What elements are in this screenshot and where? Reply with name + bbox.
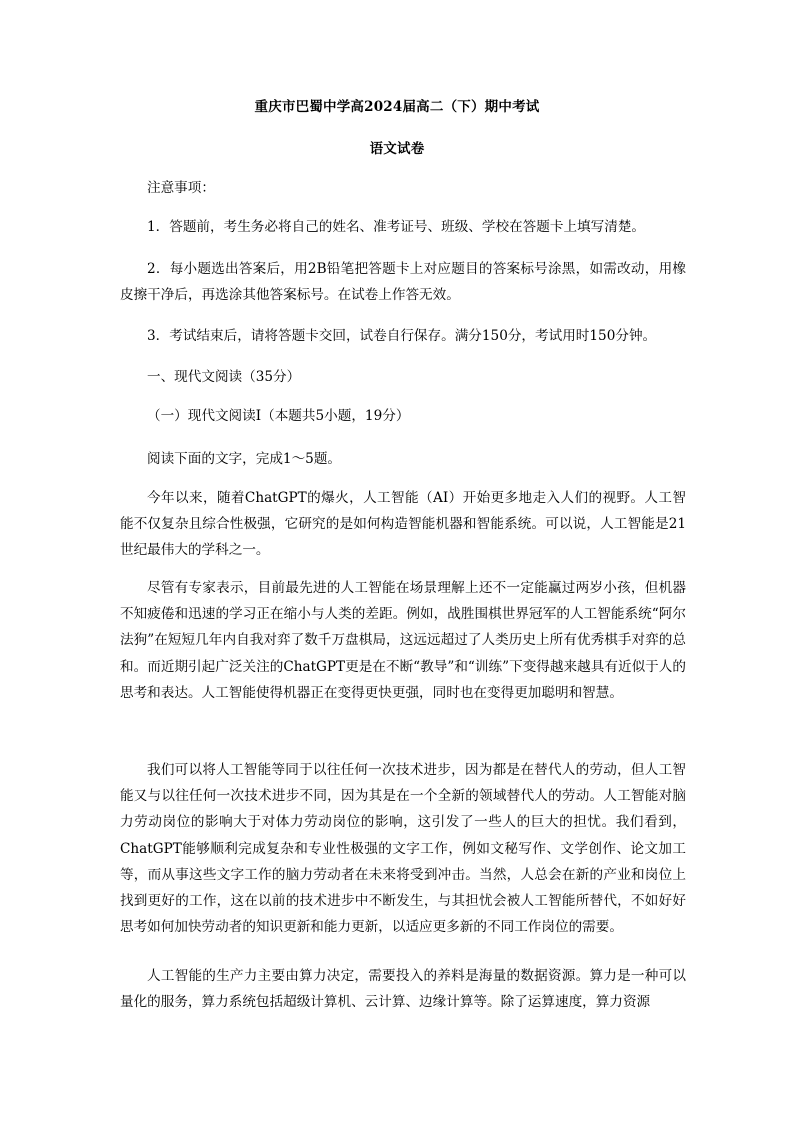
passage-paragraph-4: 人工智能的生产力主要由算力决定，需要投入的养料是海量的数据资源。算力是一种可以量化的服务，算力系统包括超级计算机、云计算、边缘计算等。除了运算速度，算力资源	[120, 968, 686, 1011]
passage-paragraph-1: 今年以来，随着ChatGPT的爆火，人工智能（AI）开始更多地走入人们的视野。人工智能不仅复杂且综合性极强，它研究的是如何构造智能机器和智能系统。可以说，人工智能是21世纪最伟大的学科之一。	[120, 490, 686, 559]
section-subheading: （一）现代文阅读I（本题共5小题，19分）	[147, 408, 410, 424]
notice-item-3: 3．考试结束后，请将答题卡交回，试卷自行保存。满分150分，考试用时150分钟。	[147, 328, 657, 344]
passage-paragraph-3: 我们可以将人工智能等同于以往任何一次技术进步，因为都是在替代人的劳动，但人工智能又与以往任何一次技术进步不同，因为其是在一个全新的领域替代人的劳动。人工智能对脑力劳动岗位的影响大于对体力劳动岗位的影响，这引发了一些人的巨大的担忧。我们看到，ChatGPT能够顺利完成复杂和专业性极强的文字工作，例如文秘写作、文学创作、论文加工等，而从事这些文字工作的脑力劳动者在未来将受到冲击。当然，人总会在新的产业和岗位上找到更好的工作，这在以前的技术进步中不断发生，与其担忧会被人工智能所替代，不如好好思考如何加快劳动者的知识更新和能力更新，以适应更多新的不同工作岗位的需要。	[120, 762, 686, 936]
notice-item-1: 1．答题前，考生务必将自己的姓名、准考证号、班级、学校在答题卡上填写清楚。	[147, 219, 646, 235]
reading-instruction: 阅读下面的文字，完成1～5题。	[147, 451, 342, 467]
exam-subtitle: 语文试卷	[369, 141, 425, 157]
notice-item-2: 2．每小题选出答案后，用2B铅笔把答题卡上对应题目的答案标号涂黑，如需改动，用橡皮擦干净后，再选涂其他答案标号。在试卷上作答无效。	[120, 261, 686, 304]
notice-heading: 注意事项：	[147, 180, 215, 196]
passage-paragraph-2: 尽管有专家表示，目前最先进的人工智能在场景理解上还不一定能赢过两岁小孩，但机器不知疲倦和迅速的学习正在缩小与人类的差距。例如，战胜围棋世界冠军的人工智能系统“阿尔法狗”在短短几年内自我对弈了数千万盘棋局，这远远超过了人类历史上所有优秀棋手对弈的总和。而近期引起广泛关注的ChatGPT更是在不断“教导”和“训练”下变得越来越具有近似于人的思考和表达。人工智能使得机器正在变得更快更强，同时也在变得更加聪明和智慧。	[120, 580, 686, 701]
exam-title: 重庆市巴蜀中学高2024届高二（下）期中考试	[254, 99, 540, 115]
section-heading: 一、现代文阅读（35分）	[147, 369, 301, 385]
